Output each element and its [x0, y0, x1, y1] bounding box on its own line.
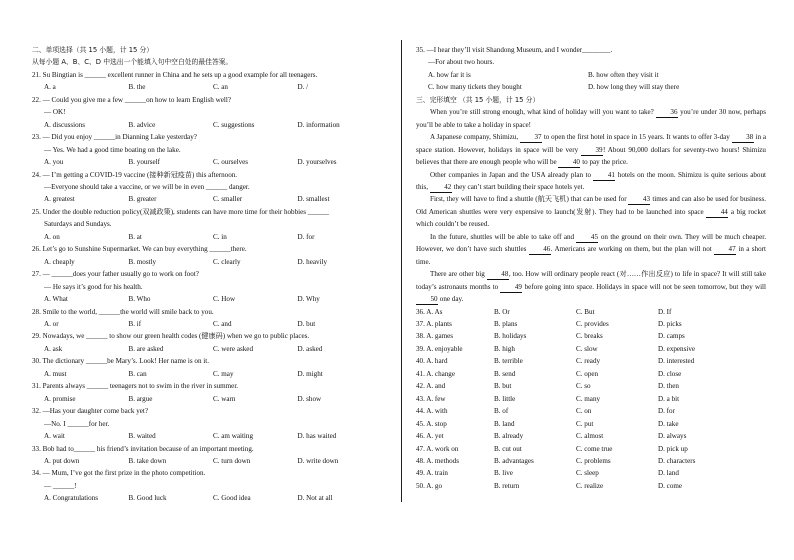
option-row	[32, 318, 382, 330]
option-row	[32, 430, 382, 442]
option: C. so	[576, 382, 591, 391]
option: D. If	[658, 307, 672, 316]
option: C. slow	[576, 344, 598, 353]
option: C. am waiting	[213, 432, 253, 441]
blank-37: 37	[520, 133, 542, 143]
option: 44. A. with	[416, 407, 448, 416]
option: D. characters	[658, 456, 696, 465]
option: A. or	[44, 319, 59, 328]
option: D. heavily	[297, 257, 328, 266]
option: D. a bit	[658, 394, 680, 403]
question-item	[32, 169, 382, 206]
cloze-option-row	[416, 467, 766, 479]
question-text: 29. Nowadays, we ______ to show our green health codes (健康码) when we go to public places.	[32, 332, 310, 341]
option: D. how long they will stay there	[588, 83, 680, 92]
option: D. land	[658, 469, 679, 478]
question-item	[32, 268, 382, 305]
option: A. a	[44, 83, 56, 92]
blank-45: 45	[576, 233, 598, 243]
option: C. But	[576, 307, 595, 316]
question-text: 31. Parents always ______ teenagers not to swim in the river in summer.	[32, 382, 239, 391]
option-row	[32, 393, 382, 405]
option: C. realize	[576, 481, 604, 490]
option: 50. A. go	[416, 481, 443, 490]
option: A. Congratulations	[44, 494, 98, 503]
cloze-passage	[416, 106, 766, 305]
question-item	[32, 443, 382, 468]
option: A. promise	[44, 394, 76, 403]
option: D. close	[658, 369, 682, 378]
option: D. camps	[658, 332, 685, 341]
cloze-options	[416, 306, 766, 493]
question-text: 26. Let’s go to Sunshine Supermarket. We can buy everything ______there.	[32, 245, 247, 254]
option: C. How	[213, 295, 236, 304]
option: C. may	[213, 369, 234, 378]
option-row	[32, 193, 382, 205]
blank-40: 40	[558, 158, 580, 168]
option: B. are asked	[128, 344, 164, 353]
option-row	[416, 81, 766, 93]
option: D. write down	[297, 456, 339, 465]
option: C. ready	[576, 357, 601, 366]
question-text: 30. The dictionary ______be Mary’s. Look! Her name is on it.	[32, 357, 209, 366]
option: D. has waited	[297, 432, 337, 441]
cloze-option-row	[416, 393, 766, 405]
option: D. asked	[297, 344, 323, 353]
option: 49. A. train	[416, 469, 448, 478]
option: D. smallest	[297, 195, 330, 204]
option: A. how far it is	[428, 70, 471, 79]
option: B. live	[494, 469, 513, 478]
question-35	[416, 44, 766, 94]
option: B. at	[128, 232, 142, 241]
option: A. on	[44, 232, 60, 241]
cloze-option-row	[416, 480, 766, 492]
option: C. turn down	[213, 456, 251, 465]
option: B. but	[494, 382, 512, 391]
left-column	[32, 44, 382, 505]
cloze-option-row	[416, 405, 766, 417]
option: C. many	[576, 394, 601, 403]
option: C. come true	[576, 444, 613, 453]
option: C. on	[576, 407, 592, 416]
question-text: 34. — Mum, I’ve got the first prize in the photo competition.	[32, 469, 206, 478]
option: D. might	[297, 369, 323, 378]
option: C. and	[213, 319, 232, 328]
option-row	[32, 368, 382, 380]
option: 43. A. few	[416, 394, 446, 403]
option: D. Not at all	[297, 494, 333, 503]
cloze-option-row	[416, 455, 766, 467]
option-row	[32, 119, 382, 131]
question-text: —For about two hours.	[428, 58, 495, 67]
question-item	[32, 94, 382, 131]
option: 41. A. change	[416, 369, 456, 378]
blank-43: 43	[628, 195, 650, 205]
option: B. advice	[128, 120, 156, 129]
option: B. of	[494, 407, 509, 416]
cloze-option-row	[416, 418, 766, 430]
question-text: 28. Smile to the world, ______the world will smile back to you.	[32, 307, 214, 316]
option: 36. A. As	[416, 307, 443, 316]
option: B. how often they visit it	[588, 70, 659, 79]
option: 47. A. work on	[416, 444, 459, 453]
question-item	[32, 306, 382, 331]
cloze-option-row	[416, 330, 766, 342]
option: A. you	[44, 158, 64, 167]
option: C. smaller	[213, 195, 243, 204]
option: C. Good idea	[213, 494, 251, 503]
option: B. take down	[128, 456, 167, 465]
question-text: 22. — Could you give me a few ______on how to learn English well?	[32, 95, 231, 104]
question-item	[416, 44, 766, 94]
option: C. almost	[576, 432, 604, 441]
option: B. plans	[494, 319, 518, 328]
option: B. argue	[128, 394, 153, 403]
question-text: 25. Under the double reduction policy(双减政策), students can have more time for their hobbies ______	[32, 207, 330, 216]
question-text: 23. — Did you enjoy ______in Dianning Lake yesterday?	[32, 133, 197, 142]
question-item	[32, 330, 382, 355]
question-item	[32, 243, 382, 268]
blank-46: 46	[529, 245, 551, 255]
option: 48. A. methods	[416, 456, 459, 465]
option: D. for	[297, 232, 315, 241]
option: B. already	[494, 432, 524, 441]
question-item	[32, 131, 382, 168]
option: D. then	[658, 382, 679, 391]
option: A. discussions	[44, 120, 85, 129]
option: A. cheaply	[44, 257, 75, 266]
option: C. in	[213, 232, 227, 241]
option: B. waited	[128, 432, 156, 441]
column-divider	[401, 40, 402, 502]
question-text: 33. Bob had to______ his friend’s invitation because of an important meeting.	[32, 444, 254, 453]
option-row	[32, 231, 382, 243]
option-row	[32, 492, 382, 504]
question-text: —Everyone should take a vaccine, or we will be in even ______ danger.	[44, 182, 250, 191]
single-choice-questions	[32, 69, 382, 505]
option: D. picks	[658, 319, 682, 328]
option: A. What	[44, 295, 68, 304]
option: D. yourselves	[297, 158, 337, 167]
question-text: — ______!	[44, 481, 77, 490]
cloze-option-row	[416, 306, 766, 318]
blank-39: 39	[581, 146, 603, 156]
option: A. ask	[44, 344, 63, 353]
question-text: —No. I ______for her.	[44, 419, 110, 428]
cloze-option-row	[416, 443, 766, 455]
blank-38: 38	[732, 133, 754, 143]
right-column	[416, 44, 766, 492]
option: D. /	[297, 83, 309, 92]
blank-42: 42	[430, 183, 452, 193]
blank-36: 36	[656, 108, 678, 118]
cloze-option-row	[416, 380, 766, 392]
option: C. an	[213, 83, 228, 92]
option: C. warn	[213, 394, 236, 403]
question-text: 24. — I’m getting a COVID-19 vaccine (接种新冠疫苗) this afternoon.	[32, 170, 238, 179]
option: 37. A. plants	[416, 319, 452, 328]
option: D. always	[658, 432, 687, 441]
option: D. expensive	[658, 344, 696, 353]
cloze-option-row	[416, 430, 766, 442]
option: D. pick up	[658, 444, 688, 453]
option: B. terrible	[494, 357, 523, 366]
question-text: 27. — ______does your father usually go to work on foot?	[32, 270, 199, 279]
option: A. must	[44, 369, 67, 378]
question-item	[32, 467, 382, 504]
cloze-paragraph: There are other big 48, too. How will ordinary people react (对……作出反应) to life in space? It will still take today’s astronauts months to 49 before going into space. Holidays in space will not be seen tomorrow, but they will 50 one day.	[416, 270, 766, 304]
option-row	[32, 256, 382, 268]
cloze-paragraph: A Japanese company, Shimizu, 37 to open the first hotel in space in 15 years. It wants to offer 3-day 38 in a space station. However, holidays in space will be very 39! About 90,000 dollars for seventy-two hours! Shimizu believes that there are enough people who will be 40 to pay the price.	[416, 133, 766, 167]
question-text: 21. Su Bingtian is ______ excellent runner in China and he sets up a good example for all teenagers.	[32, 70, 318, 79]
question-text: — Yes. We had a good time boating on the lake.	[44, 145, 181, 154]
option: B. send	[494, 369, 516, 378]
option: C. clearly	[213, 257, 241, 266]
option: B. if	[128, 319, 142, 328]
question-text: 32. —Has your daughter come back yet?	[32, 407, 149, 416]
option: 46. A. yet	[416, 432, 444, 441]
option: D. come	[658, 481, 683, 490]
option: B. return	[494, 481, 520, 490]
cloze-paragraph: Other companies in Japan and the USA already plan to 41 hotels on the moon. Shimizu is quite serious about this, 42 they can’t start building their space hotels yet.	[416, 170, 766, 191]
option-row	[32, 455, 382, 467]
option-row	[32, 343, 382, 355]
option: B. advantages	[494, 456, 534, 465]
option: C. open	[576, 369, 599, 378]
option: B. land	[494, 419, 515, 428]
option: C. ourselves	[213, 158, 249, 167]
option: B. high	[494, 344, 515, 353]
cloze-option-row	[416, 368, 766, 380]
cloze-option-row	[416, 355, 766, 367]
option: D. for	[658, 407, 675, 416]
option: D. Why	[297, 295, 320, 304]
option: A. wait	[44, 432, 65, 441]
option-row	[32, 156, 382, 168]
section-heading-single-choice: 二、单项选择（共 15 小题，计 15 分）	[32, 46, 154, 54]
option: 38. A. games	[416, 332, 454, 341]
option: 45. A. stop	[416, 419, 447, 428]
question-item	[32, 405, 382, 442]
option: D. take	[658, 419, 679, 428]
question-item	[32, 206, 382, 243]
option: B. Who	[128, 295, 151, 304]
option-row	[32, 81, 382, 93]
option: B. the	[128, 83, 146, 92]
option: A. put down	[44, 456, 80, 465]
option: C. how many tickets they bought	[428, 83, 522, 92]
option: 39. A. enjoyable	[416, 344, 463, 353]
question-text: 35. —I hear they’ll visit Shandong Museum, and I wonder________.	[416, 46, 613, 54]
option: C. were asked	[213, 344, 253, 353]
option: C. suggestions	[213, 120, 255, 129]
option: C. provides	[576, 319, 609, 328]
blank-48: 48	[487, 270, 509, 280]
option: D. but	[297, 319, 316, 328]
question-item	[32, 69, 382, 94]
option: 42. A. and	[416, 382, 446, 391]
option: C. breaks	[576, 332, 603, 341]
question-text: — He says it’s good for his health.	[44, 282, 143, 291]
blank-47: 47	[714, 245, 736, 255]
cloze-paragraph: In the future, shuttles will be able to take off and 45 on the ground on their own. They will be much cheaper. However, we don’t have such shuttles 46. Americans are working on them, but the plan will not 47 in a short time.	[416, 232, 766, 266]
blank-50: 50	[416, 295, 438, 305]
blank-44: 44	[706, 208, 728, 218]
option: D. interested	[658, 357, 695, 366]
option: B. mostly	[128, 257, 157, 266]
option-row	[32, 293, 382, 305]
option: B. Good luck	[128, 494, 167, 503]
option: C. sleep	[576, 469, 599, 478]
blank-41: 41	[593, 171, 615, 181]
option: B. cut out	[494, 444, 522, 453]
option: B. yourself	[128, 158, 161, 167]
question-item	[32, 355, 382, 380]
cloze-paragraph: First, they will have to find a shuttle (航天飞机) that can be used for 43 times and can also be used for business. Old American shuttles were very expensive to launch(发射). They had to be launched into space 44 a big rocket which couldn’t be reused.	[416, 195, 766, 229]
blank-49: 49	[500, 283, 522, 293]
option: B. greater	[128, 195, 157, 204]
option: 40. A. hard	[416, 357, 448, 366]
option: B. little	[494, 394, 516, 403]
question-text: — OK!	[44, 108, 66, 117]
section-heading-cloze: 三、完形填空 （共 15 小题，计 15 分）	[416, 95, 540, 104]
cloze-option-row	[416, 318, 766, 330]
option: D. information	[297, 120, 340, 129]
option: C. problems	[576, 456, 611, 465]
cloze-option-row	[416, 343, 766, 355]
option: C. put	[576, 419, 594, 428]
option: B. holidays	[494, 332, 527, 341]
option-row	[416, 69, 766, 81]
section-instruction: 从每小题 A、B、C、D 中选出一个能填入句中空白处的最佳答案。	[32, 58, 233, 67]
question-item	[32, 380, 382, 405]
option: D. show	[297, 394, 322, 403]
cloze-paragraph: When you’re still strong enough, what kind of holiday will you want to take? 36 you’re under 30 now, perhaps you’ll be able to take a holiday in space!	[416, 108, 766, 129]
option: B. can	[128, 369, 147, 378]
question-text: Saturdays and Sundays.	[44, 220, 112, 229]
option: A. greatest	[44, 195, 75, 204]
option: B. Or	[494, 307, 510, 316]
